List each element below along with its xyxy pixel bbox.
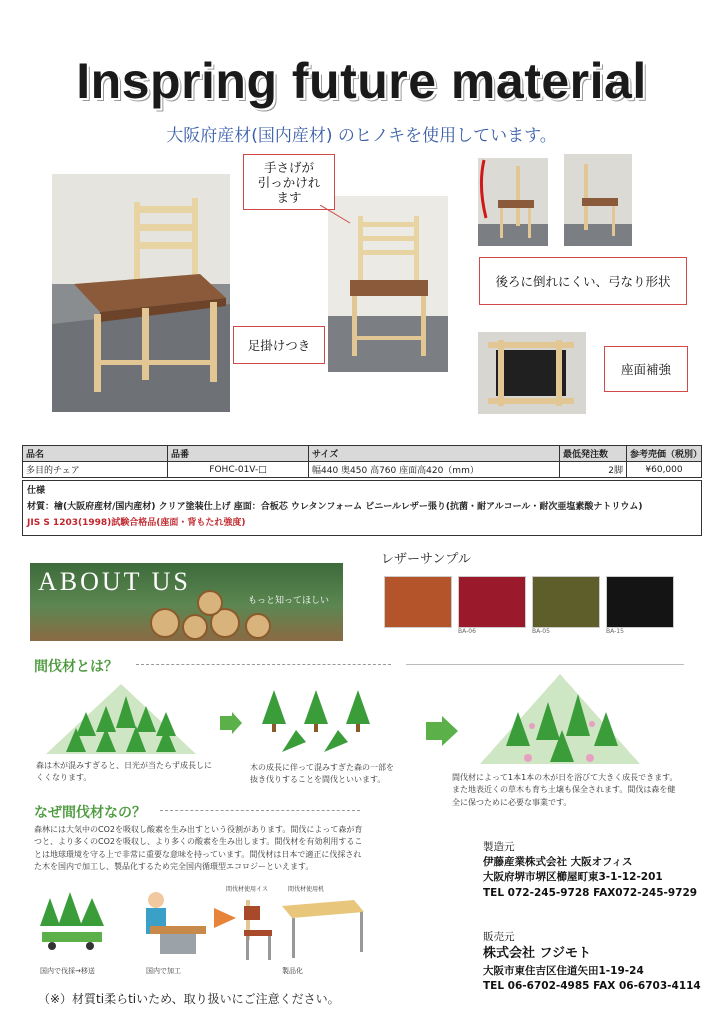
spec-header-size: サイズ [309,446,560,462]
leather-swatch: BA-15 [606,576,674,635]
spec-header-min-order: 最低発注数 [560,446,627,462]
flow-desk-label: 間伐材使用机 [288,886,325,893]
worker-saw-illustration [120,886,210,956]
spec-cell-size: 幅440 奥450 高760 座面高420（mm） [309,462,560,478]
thinning-heading-1: 間伐材とは？ [34,659,118,675]
page-subtitle: 大阪府産材(国内産材) のヒノキを使用しています。 [166,126,557,146]
leather-swatch: BA-05 [532,576,600,635]
leather-swatch [384,576,452,635]
heading-divider [406,664,684,665]
about-banner [30,563,343,641]
spec-table-header [23,446,702,462]
table-row [23,462,702,478]
footnote: （※）材質ti柔らtiいため、取り扱いにご注意ください。 [38,992,340,1006]
forest-truck-illustration [36,886,110,952]
thinning-caption-2: 木の成長に伴って混みすぎた森の一部を抜き伐りすることを間伐といいます。 [250,763,394,785]
about-tagline: もっと知ってほしい [248,596,330,606]
seller-tel: TEL 06-6702-4985 FAX 06-6703-4114 [483,980,701,993]
flow-label-2: 国内で加工 [146,967,181,975]
spec-cell-code: FOHC-01V-□ [168,462,309,478]
handle-callout: 手さげが 引っかけれ ます [243,154,335,210]
arrow-right-icon [218,712,242,734]
maker-address: 大阪府堺市堺区櫛屋町東3-1-12-201 [483,871,663,884]
thinning-caption-3: 間伐材によって1本1本の木が日を浴びて大きく成長できます。また地表近くの草木も育ち土壌も保全されます。間伐は森を健全に保つために必要な事業です。 [452,773,678,807]
chair-photo-side [478,158,548,246]
healthy-forest-illustration [470,666,650,766]
spec-materials: 材質：檜(大阪府産材/国内産材) クリア塗装仕上げ 座面：合板芯 ウレタンフォーム ビニールレザー張り(抗菌・耐アルコール・耐次亜塩素酸ナトリウム) [27,502,643,513]
footrest-callout: 足掛けつき [233,326,325,364]
maker-info [483,840,697,901]
spec-details [22,480,702,536]
spec-header-name: 品名 [23,446,168,462]
leather-swatches [384,576,674,635]
spec-header-code: 品番 [168,446,309,462]
spec-cell-name: 多目的チェア [23,462,168,478]
leather-swatch: BA-06 [458,576,526,635]
heading-divider [160,810,360,811]
seller-info [483,930,701,995]
spec-cell-price: ¥60,000 [627,462,702,478]
leather-label: レザーサンプル [381,552,471,567]
handle-callout-line [320,205,360,235]
spec-header-price: 参考売価（税別） [627,446,702,462]
about-title: ABOUT US [38,567,191,596]
maker-company: 伊藤産業株式会社 大阪オフィス [483,856,633,869]
dense-forest-illustration [36,676,206,756]
seller-address: 大阪市東住吉区住道矢田1-19-24 [483,965,644,978]
flow-chair-label: 間伐材使用イス [226,886,268,893]
curve-callout: 後ろに倒れにくい、弓なり形状 [479,257,687,305]
maker-label: 製造元 [483,841,515,853]
chair-main-illustration [52,174,230,412]
maker-tel: TEL 072-245-9728 FAX072-245-9729 [483,886,698,899]
seat-reinforcement-callout: 座面補強 [604,346,688,392]
thinning-illustration [252,684,382,756]
page-title: Inspring future material [76,53,647,109]
chair-photo-main [52,174,230,412]
seller-company: 株式会社 フジモト [483,946,592,962]
spec-jis: JIS S 1203(1998)試験合格品(座面・背もたれ強度) [27,518,246,529]
arrow-right-icon [214,906,236,930]
seller-label: 販売元 [483,931,515,943]
thinning-caption-1: 森は木が混みすぎると、日光が当たらず成長しにくくなります。 [36,761,212,783]
spec-table [22,445,702,478]
thinning-body: 森林には大気中のCO2を吸収し酸素を生み出すという役割があります。間伐によって森が育つと、より多くのCO2を吸収し、より多くの酸素を生み出します。間伐材を有効利用することは地球環境を守る上で非常に重要な意味を持っています。間伐材は日本で適正に伐採された木を国内で加工し、製品化するため完全国内循環型エコロジーといえます。 [34,825,363,872]
thinning-heading-2: なぜ間伐材なの？ [34,805,146,821]
chair-photo-underside [478,332,586,414]
spec-cell-min-order: 2脚 [560,462,627,478]
arrow-right-icon [424,716,458,746]
flow-label-3: 製品化 [282,967,303,975]
chair-desk-illustration [238,896,368,962]
flow-label-1: 国内で伐採→移送 [40,967,95,975]
chair-photo-side-2 [564,154,632,246]
spec-section-label: 仕様 [27,486,46,496]
heading-divider [136,664,391,665]
